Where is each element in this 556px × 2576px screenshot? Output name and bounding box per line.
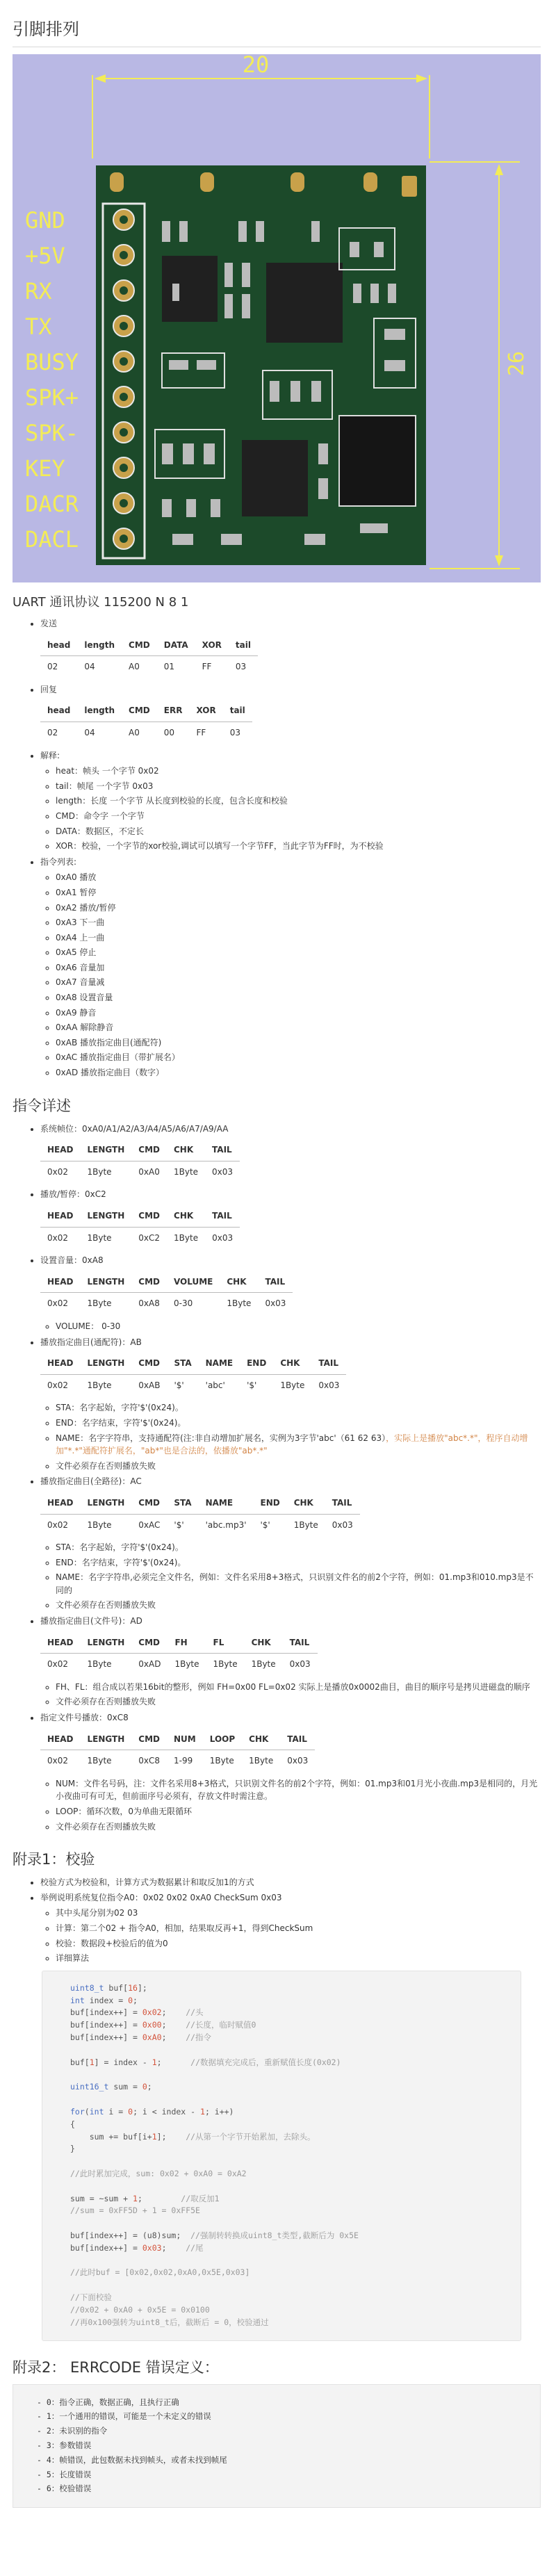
smd-pad xyxy=(183,443,194,464)
cmd-entry: ◦ 0xAB 播放指定曲目(通配符) xyxy=(56,1036,541,1050)
table-cell: '$' xyxy=(260,1519,270,1530)
table-header: CMD xyxy=(131,1271,167,1293)
code-text: uint8_t buf[16]; int index = 0; buf[index++] = 0x02; //头 buf[index++] = 0x00; //长度，临时赋值0 buf[index++] = 0xA0; //指令 buf[1] = index - 1; //数据填充完成后，重新赋值长度(0x02) uint16_t sum = 0; for(int i = 0; i < index - 1; i++) { sum += buf[i+1]; //从第一个字节开始累加，去除头。 } //此时累加完成，sum: 0x02 + 0xA0 = 0xA2 sum = ~sum + 1; //取反加1 //sum = 0xFF5D + 1 = 0xFF5E buf[index++] = (u8)sum; //强制转转换成uint8_t类型,截断后为 0x5E buf[index++] = 0x03; //尾 //此时buf = [0x02,0x02,0xA0,0x5E,0x03] //下面校验 //0x02 + 0xA0 + 0x5E = 0x0100 //再0x100强转为uint8_t后，截断后 = 0，校验通过 xyxy=(70,1982,359,2327)
pin-label: BUSY xyxy=(25,349,79,375)
table-cell: FF xyxy=(196,727,206,737)
table-cell: 0x03 xyxy=(289,1659,311,1670)
table-cell: 0x02 xyxy=(47,1380,69,1390)
table-cell: 1Byte xyxy=(87,1756,112,1766)
cmd-entry: ◦ 0xA3 下一曲 xyxy=(56,916,541,929)
arrow-left-icon xyxy=(95,74,106,83)
table-header: NUM xyxy=(167,1729,203,1750)
explain-item xyxy=(40,749,541,853)
cmd-entry: ◦ 0xA9 静音 xyxy=(56,1006,541,1020)
table-header: CMD xyxy=(131,1632,167,1654)
table-cell: 1Byte xyxy=(174,1659,199,1670)
pin-label: SPK+ xyxy=(25,384,79,411)
table-cell: 1Byte xyxy=(209,1756,234,1766)
detail-table xyxy=(40,1632,318,1675)
table-header: TAIL xyxy=(311,1353,346,1374)
detail-table xyxy=(40,1492,360,1535)
table-header: TAIL xyxy=(205,1205,240,1227)
pin-label: DACL xyxy=(25,526,79,553)
table-cell: 0xC8 xyxy=(138,1756,161,1766)
detail-table xyxy=(40,1205,240,1248)
table-cell: 1Byte xyxy=(87,1232,112,1243)
table-cell: 0x03 xyxy=(212,1166,234,1177)
table-cell: 1Byte xyxy=(249,1756,274,1766)
note-text: STA：名字起始，字符'$'(0x24)。 xyxy=(56,1403,183,1413)
reply-label: 回复 xyxy=(40,684,58,694)
smd-pad xyxy=(172,284,179,301)
detail-label: 系统帧位：0xA0/A1/A2/A3/A4/A5/A6/A7/A9/AA xyxy=(40,1123,229,1134)
table-header: CMD xyxy=(131,1729,167,1750)
smd-pad xyxy=(224,263,233,287)
detail-label: 播放指定曲目(通配符)：AB xyxy=(40,1337,142,1347)
reply-table xyxy=(40,700,252,743)
table-header: HEAD xyxy=(40,1729,81,1750)
note-highlight: ，实际上是播放"abc*.*"，程序自动增加"*.*"通配符扩展名，"ab*"也是合法的，依播放"ab*.*" xyxy=(56,1433,528,1456)
table-header: head xyxy=(40,635,77,656)
detail-note xyxy=(56,1777,541,1803)
table-header: CHK xyxy=(242,1729,280,1750)
table-header: NAME xyxy=(199,1492,254,1514)
errcode-box xyxy=(13,2384,541,2509)
detail-section xyxy=(40,1123,541,1183)
table-cell: 1Byte xyxy=(87,1166,112,1177)
table-header: LENGTH xyxy=(81,1271,132,1293)
smd-pad xyxy=(350,242,359,257)
pin-hole xyxy=(120,499,128,507)
explain-entry: ◦ XOR：校验，一个字节的xor校验,调试可以填写一个字节FF，当此字节为FF时，为不校验 xyxy=(56,840,541,853)
table-cell: 02 xyxy=(47,662,58,672)
table-header: head xyxy=(40,700,77,722)
table-cell: 0xA8 xyxy=(138,1298,160,1309)
cmd-entry: ◦ 0xAA 解除静音 xyxy=(56,1021,541,1034)
table-header: LOOP xyxy=(203,1729,242,1750)
table-cell: 0-30 xyxy=(173,1298,193,1309)
arrow-down-icon xyxy=(495,555,503,566)
table-header: LENGTH xyxy=(81,1205,132,1227)
send-item xyxy=(40,617,541,678)
detail-section xyxy=(40,1188,541,1248)
smd-pad xyxy=(384,360,405,371)
cmd-entry: ◦ 0xA6 音量加 xyxy=(56,961,541,975)
errcode-list xyxy=(23,2397,540,2496)
cmd-entry: ◦ 0xA4 上一曲 xyxy=(56,931,541,945)
table-cell: 0x02 xyxy=(47,1659,69,1670)
table-header: HEAD xyxy=(40,1271,81,1293)
table-cell: 0x03 xyxy=(265,1298,286,1309)
pin-label: RX xyxy=(25,278,52,304)
detail-note xyxy=(56,1599,541,1612)
cmd-entry: ◦ 0xA7 音量减 xyxy=(56,976,541,989)
detail-section xyxy=(40,1711,541,1833)
table-header: END xyxy=(240,1353,273,1374)
errcode-item: - 4：帧错误，此包数据未找到帧头，或者未找到帧尾 xyxy=(37,2454,540,2467)
detail-section xyxy=(40,1336,541,1473)
table-header: tail xyxy=(223,700,252,722)
smd-pad xyxy=(211,499,220,517)
pcb-drawing xyxy=(13,54,541,582)
table-cell: '$' xyxy=(174,1380,184,1390)
note-text: NAME：名字字符串，支持通配符(注:非自动增加扩展名，实例为3字节'abc'（61 62 63） xyxy=(56,1433,386,1443)
cmd-entry: ◦ 0xA8 设置音量 xyxy=(56,991,541,1004)
table-header: CHK xyxy=(273,1353,311,1374)
table-cell: 0x02 xyxy=(47,1232,69,1243)
smd-pad xyxy=(291,381,300,402)
detail-notes xyxy=(40,1681,541,1709)
smd-pad xyxy=(172,534,193,545)
smd-pad xyxy=(162,443,173,464)
detail-notes xyxy=(40,1320,541,1333)
table-header: LENGTH xyxy=(81,1353,132,1374)
smd-pad xyxy=(242,263,250,287)
table-cell: 04 xyxy=(84,662,95,672)
table-cell: 0x03 xyxy=(212,1232,234,1243)
errcode-item: - 2：未识别的指令 xyxy=(37,2425,540,2438)
detail-table xyxy=(40,1139,240,1182)
checksum-example: 举例说明系统复位指令A0：0x02 0x02 0xA0 CheckSum 0x03 xyxy=(40,1892,282,1902)
table-header: HEAD xyxy=(40,1139,81,1161)
detail-label: 设置音量：0xA8 xyxy=(40,1255,104,1266)
note-text: 文件必须存在否则播放失败 xyxy=(56,1821,156,1832)
smd-pad xyxy=(388,284,396,303)
smd-pad xyxy=(318,443,328,464)
detail-section xyxy=(40,1254,541,1332)
table-cell: 00 xyxy=(163,727,175,737)
pin-hole xyxy=(120,357,128,366)
table-header: TAIL xyxy=(280,1729,315,1750)
table-header: CHK xyxy=(245,1632,283,1654)
detail-label: 播放/暂停：0xC2 xyxy=(40,1189,106,1200)
checksum-sub-list xyxy=(40,1907,541,1964)
table-header: TAIL xyxy=(258,1271,293,1293)
table-cell: 1Byte xyxy=(251,1659,276,1670)
table-header: FL xyxy=(206,1632,245,1654)
smd-pad xyxy=(270,381,279,402)
detail-note xyxy=(56,1805,541,1818)
table-cell: 04 xyxy=(84,727,95,737)
table-header: LENGTH xyxy=(81,1632,132,1654)
dim-height-label: 26 xyxy=(505,350,529,377)
smd-pad xyxy=(311,221,320,242)
table-cell: 0x03 xyxy=(332,1519,353,1530)
cmd-entry: ◦ 0xAD 播放指定曲目（数字） xyxy=(56,1066,541,1079)
table-cell: 0x02 xyxy=(47,1519,69,1530)
note-text: 文件必须存在否则播放失败 xyxy=(56,1600,156,1611)
table-header: CMD xyxy=(131,1139,167,1161)
detail-note xyxy=(56,1571,541,1597)
detail-note xyxy=(56,1541,541,1554)
table-cell: 0x02 xyxy=(47,1298,69,1309)
detail-table xyxy=(40,1729,315,1772)
cmd-item xyxy=(40,856,541,1079)
table-header: NAME xyxy=(199,1353,240,1374)
smd-pad xyxy=(374,242,384,257)
explain-entry: ◦ tail：帧尾 一个字节 0x03 xyxy=(56,780,541,793)
table-header: HEAD xyxy=(40,1632,81,1654)
table-cell: FF xyxy=(202,662,212,672)
note-text: 文件必须存在否则播放失败 xyxy=(56,1697,156,1707)
note-text: 文件必须存在否则播放失败 xyxy=(56,1460,156,1471)
detail-notes xyxy=(40,1401,541,1472)
detail-label: 播放指定曲目(全路径)：AC xyxy=(40,1476,142,1487)
pin-hole xyxy=(120,251,128,259)
table-header: XOR xyxy=(189,700,222,722)
detail-note xyxy=(56,1460,541,1473)
table-cell: 0x02 xyxy=(47,1756,69,1766)
note-text: NUM：文件名号码，注：文件名采用8+3格式，只识别文件名的前2个字符，例如：01.mp3和01月光小夜曲.mp3是相同的，月光小夜曲可有可无，但前面序号必须有，存放文件时需注意。 xyxy=(56,1778,538,1802)
detail-note xyxy=(56,1820,541,1834)
table-cell: 1Byte xyxy=(174,1232,199,1243)
dim-width-label: 20 xyxy=(242,54,270,78)
table-cell: 1Byte xyxy=(280,1380,305,1390)
arrow-right-icon xyxy=(416,74,427,83)
errcode-item: - 3：参数错误 xyxy=(37,2440,540,2452)
table-header: DATA xyxy=(157,635,195,656)
table-cell: 02 xyxy=(47,727,58,737)
cmd-entry: ◦ 0xAC 播放指定曲目（带扩展名） xyxy=(56,1051,541,1064)
smd-pad xyxy=(162,499,172,517)
cmd-label: 指令列表: xyxy=(40,856,77,867)
cmd-list xyxy=(40,871,541,1079)
smd-pad xyxy=(318,478,328,499)
table-header: LENGTH xyxy=(81,1729,132,1750)
table-header: tail xyxy=(229,635,258,656)
pin-hole xyxy=(120,215,128,224)
table-cell: 0x03 xyxy=(318,1380,340,1390)
pin-label: KEY xyxy=(25,455,65,482)
table-header: TAIL xyxy=(205,1139,240,1161)
pin-hole xyxy=(120,322,128,330)
detail-note xyxy=(56,1695,541,1709)
details-heading: 指令详述 xyxy=(13,1097,71,1114)
checksum-sub-item: ◦ 计算：第二个02 + 指令A0，相加，结果取反再+1，得到CheckSum xyxy=(56,1922,541,1935)
detail-note xyxy=(56,1432,541,1458)
note-text: FH、FL：组合成以若果16bit的整形，例如 FH=0x00 FL=0x02 实际上是播放0x0002曲目，曲目的顺序号是拷贝进磁盘的顺序 xyxy=(56,1681,530,1692)
table-header: CMD xyxy=(131,1353,167,1374)
table-header: XOR xyxy=(195,635,229,656)
table-cell: 03 xyxy=(229,727,240,737)
table-cell: 1Byte xyxy=(87,1519,112,1530)
pin-hole xyxy=(120,464,128,472)
checksum-sub-item: ◦ 校验：数据段+校验后的值为0 xyxy=(56,1937,541,1950)
note-text: END：名字结束，字符'$'(0x24)。 xyxy=(56,1417,186,1428)
table-header: ERR xyxy=(157,700,190,722)
cmd-entry: ◦ 0xA2 播放/暂停 xyxy=(56,902,541,915)
table-header: STA xyxy=(167,1353,198,1374)
cmd-entry: ◦ 0xA5 停止 xyxy=(56,946,541,959)
smd-pad xyxy=(304,534,325,545)
table-header: TAIL xyxy=(283,1632,318,1654)
detail-label: 播放指定曲目(文件号)：AD xyxy=(40,1616,142,1627)
pin-hole xyxy=(120,428,128,437)
detail-section xyxy=(40,1615,541,1709)
table-header: CMD xyxy=(122,700,157,722)
errcode-item: - 5：长度错误 xyxy=(37,2469,540,2481)
smd-pad xyxy=(256,221,264,242)
table-cell: 1Byte xyxy=(293,1519,318,1530)
table-cell: 0xAC xyxy=(138,1519,161,1530)
uart-heading: UART 通讯协议 115200 N 8 1 xyxy=(13,595,189,610)
table-header: HEAD xyxy=(40,1492,81,1514)
smd-pad xyxy=(224,294,233,318)
errcode-item: - 1：一个通用的错误，可能是一个未定义的错误 xyxy=(37,2411,540,2423)
pin-label: GND xyxy=(25,207,65,234)
smd-pad xyxy=(370,284,379,303)
table-cell: 1Byte xyxy=(227,1298,252,1309)
table-header: LENGTH xyxy=(81,1139,132,1161)
detail-note xyxy=(56,1320,541,1333)
explain-entry: ◦ CMD：命令字 一个字节 xyxy=(56,810,541,823)
smd-pad xyxy=(311,381,321,402)
table-header: length xyxy=(77,635,122,656)
table-cell: 1Byte xyxy=(173,1166,199,1177)
table-header: HEAD xyxy=(40,1205,81,1227)
detail-note xyxy=(56,1556,541,1570)
pcb-pinout-image xyxy=(13,54,541,582)
detail-label: 指定文件号播放：0xC8 xyxy=(40,1713,129,1723)
table-cell: 0xAB xyxy=(138,1380,161,1390)
reply-item xyxy=(40,683,541,744)
cmd-entry: ◦ 0xA0 播放 xyxy=(56,871,541,884)
arrow-up-icon xyxy=(495,164,503,175)
table-cell: 1Byte xyxy=(87,1659,112,1670)
explain-list xyxy=(40,765,541,853)
checksum-sub-item: ◦ 详细算法 xyxy=(56,1952,541,1965)
smd-pad xyxy=(186,499,196,517)
table-header: CHK xyxy=(167,1139,205,1161)
detail-table xyxy=(40,1271,293,1314)
table-cell: '$' xyxy=(247,1380,257,1390)
table-header: length xyxy=(77,700,122,722)
table-cell: 1Byte xyxy=(87,1380,112,1390)
table-cell: 1-99 xyxy=(174,1756,193,1766)
table-header: FH xyxy=(167,1632,206,1654)
detail-notes xyxy=(40,1541,541,1612)
uart-list xyxy=(13,617,541,1079)
smd-pad xyxy=(242,294,250,318)
smd-pad xyxy=(221,534,242,545)
smd-pad xyxy=(179,221,188,242)
checksum-heading: 附录1：校验 xyxy=(13,1851,95,1868)
table-cell: A0 xyxy=(129,727,140,737)
send-table xyxy=(40,635,258,678)
detail-note xyxy=(56,1401,541,1415)
smd-pad xyxy=(162,221,170,242)
note-text: STA：名字起始，字符'$'(0x24)。 xyxy=(56,1542,183,1553)
smd-pad xyxy=(169,360,188,370)
detail-notes xyxy=(40,1777,541,1833)
note-text: LOOP：循环次数，0为单曲无限循环 xyxy=(56,1807,193,1816)
page-title: 引脚排列 xyxy=(13,15,541,47)
smd-pad xyxy=(384,329,405,340)
errcode-heading: 附录2： ERRCODE 错误定义： xyxy=(13,2358,219,2376)
note-text: END：名字结束，字符'$'(0x24)。 xyxy=(56,1557,186,1567)
details-list xyxy=(13,1123,541,1834)
smd-pad xyxy=(197,360,216,370)
pin-label: TX xyxy=(25,313,52,340)
pin-label: +5V xyxy=(25,243,65,269)
explain-label: 解释: xyxy=(40,750,60,760)
table-header: CMD xyxy=(122,635,157,656)
smd-pad xyxy=(360,523,388,533)
table-header: CHK xyxy=(220,1271,258,1293)
document xyxy=(13,0,541,2508)
table-header: VOLUME xyxy=(167,1271,220,1293)
table-cell: 03 xyxy=(235,662,247,672)
table-header: END xyxy=(254,1492,287,1514)
table-header: STA xyxy=(167,1492,198,1514)
detail-section xyxy=(40,1475,541,1612)
table-header: CMD xyxy=(131,1492,167,1514)
errcode-item: - 0：指令正确，数据正确，且执行正确 xyxy=(37,2397,540,2409)
table-cell: 0xA0 xyxy=(138,1166,160,1177)
explain-entry: ◦ DATA：数据区，不定长 xyxy=(56,825,541,838)
table-header: HEAD xyxy=(40,1353,81,1374)
errcode-item: - 6：校验错误 xyxy=(37,2483,540,2495)
explain-entry: ◦ heat：帧头 一个字节 0x02 xyxy=(56,765,541,778)
checksum-item: • 校验方式为校验和，计算方式为数据累计和取反加1的方式 xyxy=(40,1876,541,1889)
detail-table xyxy=(40,1353,346,1396)
send-label: 发送 xyxy=(40,619,58,628)
pin-hole xyxy=(120,286,128,295)
smd-pad xyxy=(238,221,247,242)
note-text: NAME：名字字符串,必须完全文件名，例如：文件名采用8+3格式，只识别文件名的前2个字符，例如：01.mp3和010.mp3是不同的 xyxy=(56,1572,534,1595)
table-cell: 0x02 xyxy=(47,1166,69,1177)
table-header: TAIL xyxy=(325,1492,360,1514)
pin-hole xyxy=(120,393,128,401)
table-cell: 0x03 xyxy=(287,1756,309,1766)
pin-hole xyxy=(120,535,128,543)
table-header: LENGTH xyxy=(81,1492,132,1514)
table-cell: 1Byte xyxy=(213,1659,238,1670)
cmd-entry: ◦ 0xA1 暂停 xyxy=(56,886,541,899)
smd-pad xyxy=(204,443,215,464)
checksum-list xyxy=(13,1876,541,1965)
table-header: CMD xyxy=(131,1205,167,1227)
explain-entry: ◦ length：长度 一个字节 从长度到校验的长度，包含长度和校验 xyxy=(56,794,541,808)
table-cell: 01 xyxy=(163,662,175,672)
pin-label: SPK- xyxy=(25,420,79,446)
detail-note xyxy=(56,1681,541,1694)
note-text: VOLUME： 0-30 xyxy=(56,1321,121,1331)
table-header: CHK xyxy=(287,1492,325,1514)
table-cell: 1Byte xyxy=(87,1298,112,1309)
pin-labels xyxy=(25,207,79,553)
table-cell: A0 xyxy=(129,662,140,672)
table-cell: 0xAD xyxy=(138,1659,161,1670)
table-cell: 'abc' xyxy=(205,1380,225,1390)
pin-label: DACR xyxy=(25,491,79,517)
detail-note xyxy=(56,1417,541,1430)
checksum-sub-item: ◦ 其中头尾分别为02 03 xyxy=(56,1907,541,1920)
table-cell: 'abc.mp3' xyxy=(205,1519,247,1530)
table-cell: 0xC2 xyxy=(138,1232,161,1243)
checksum-item xyxy=(40,1891,541,1965)
table-cell: '$' xyxy=(174,1519,184,1530)
smd-pad xyxy=(353,284,361,303)
checksum-code-block xyxy=(42,1971,521,2341)
table-header: CHK xyxy=(167,1205,205,1227)
